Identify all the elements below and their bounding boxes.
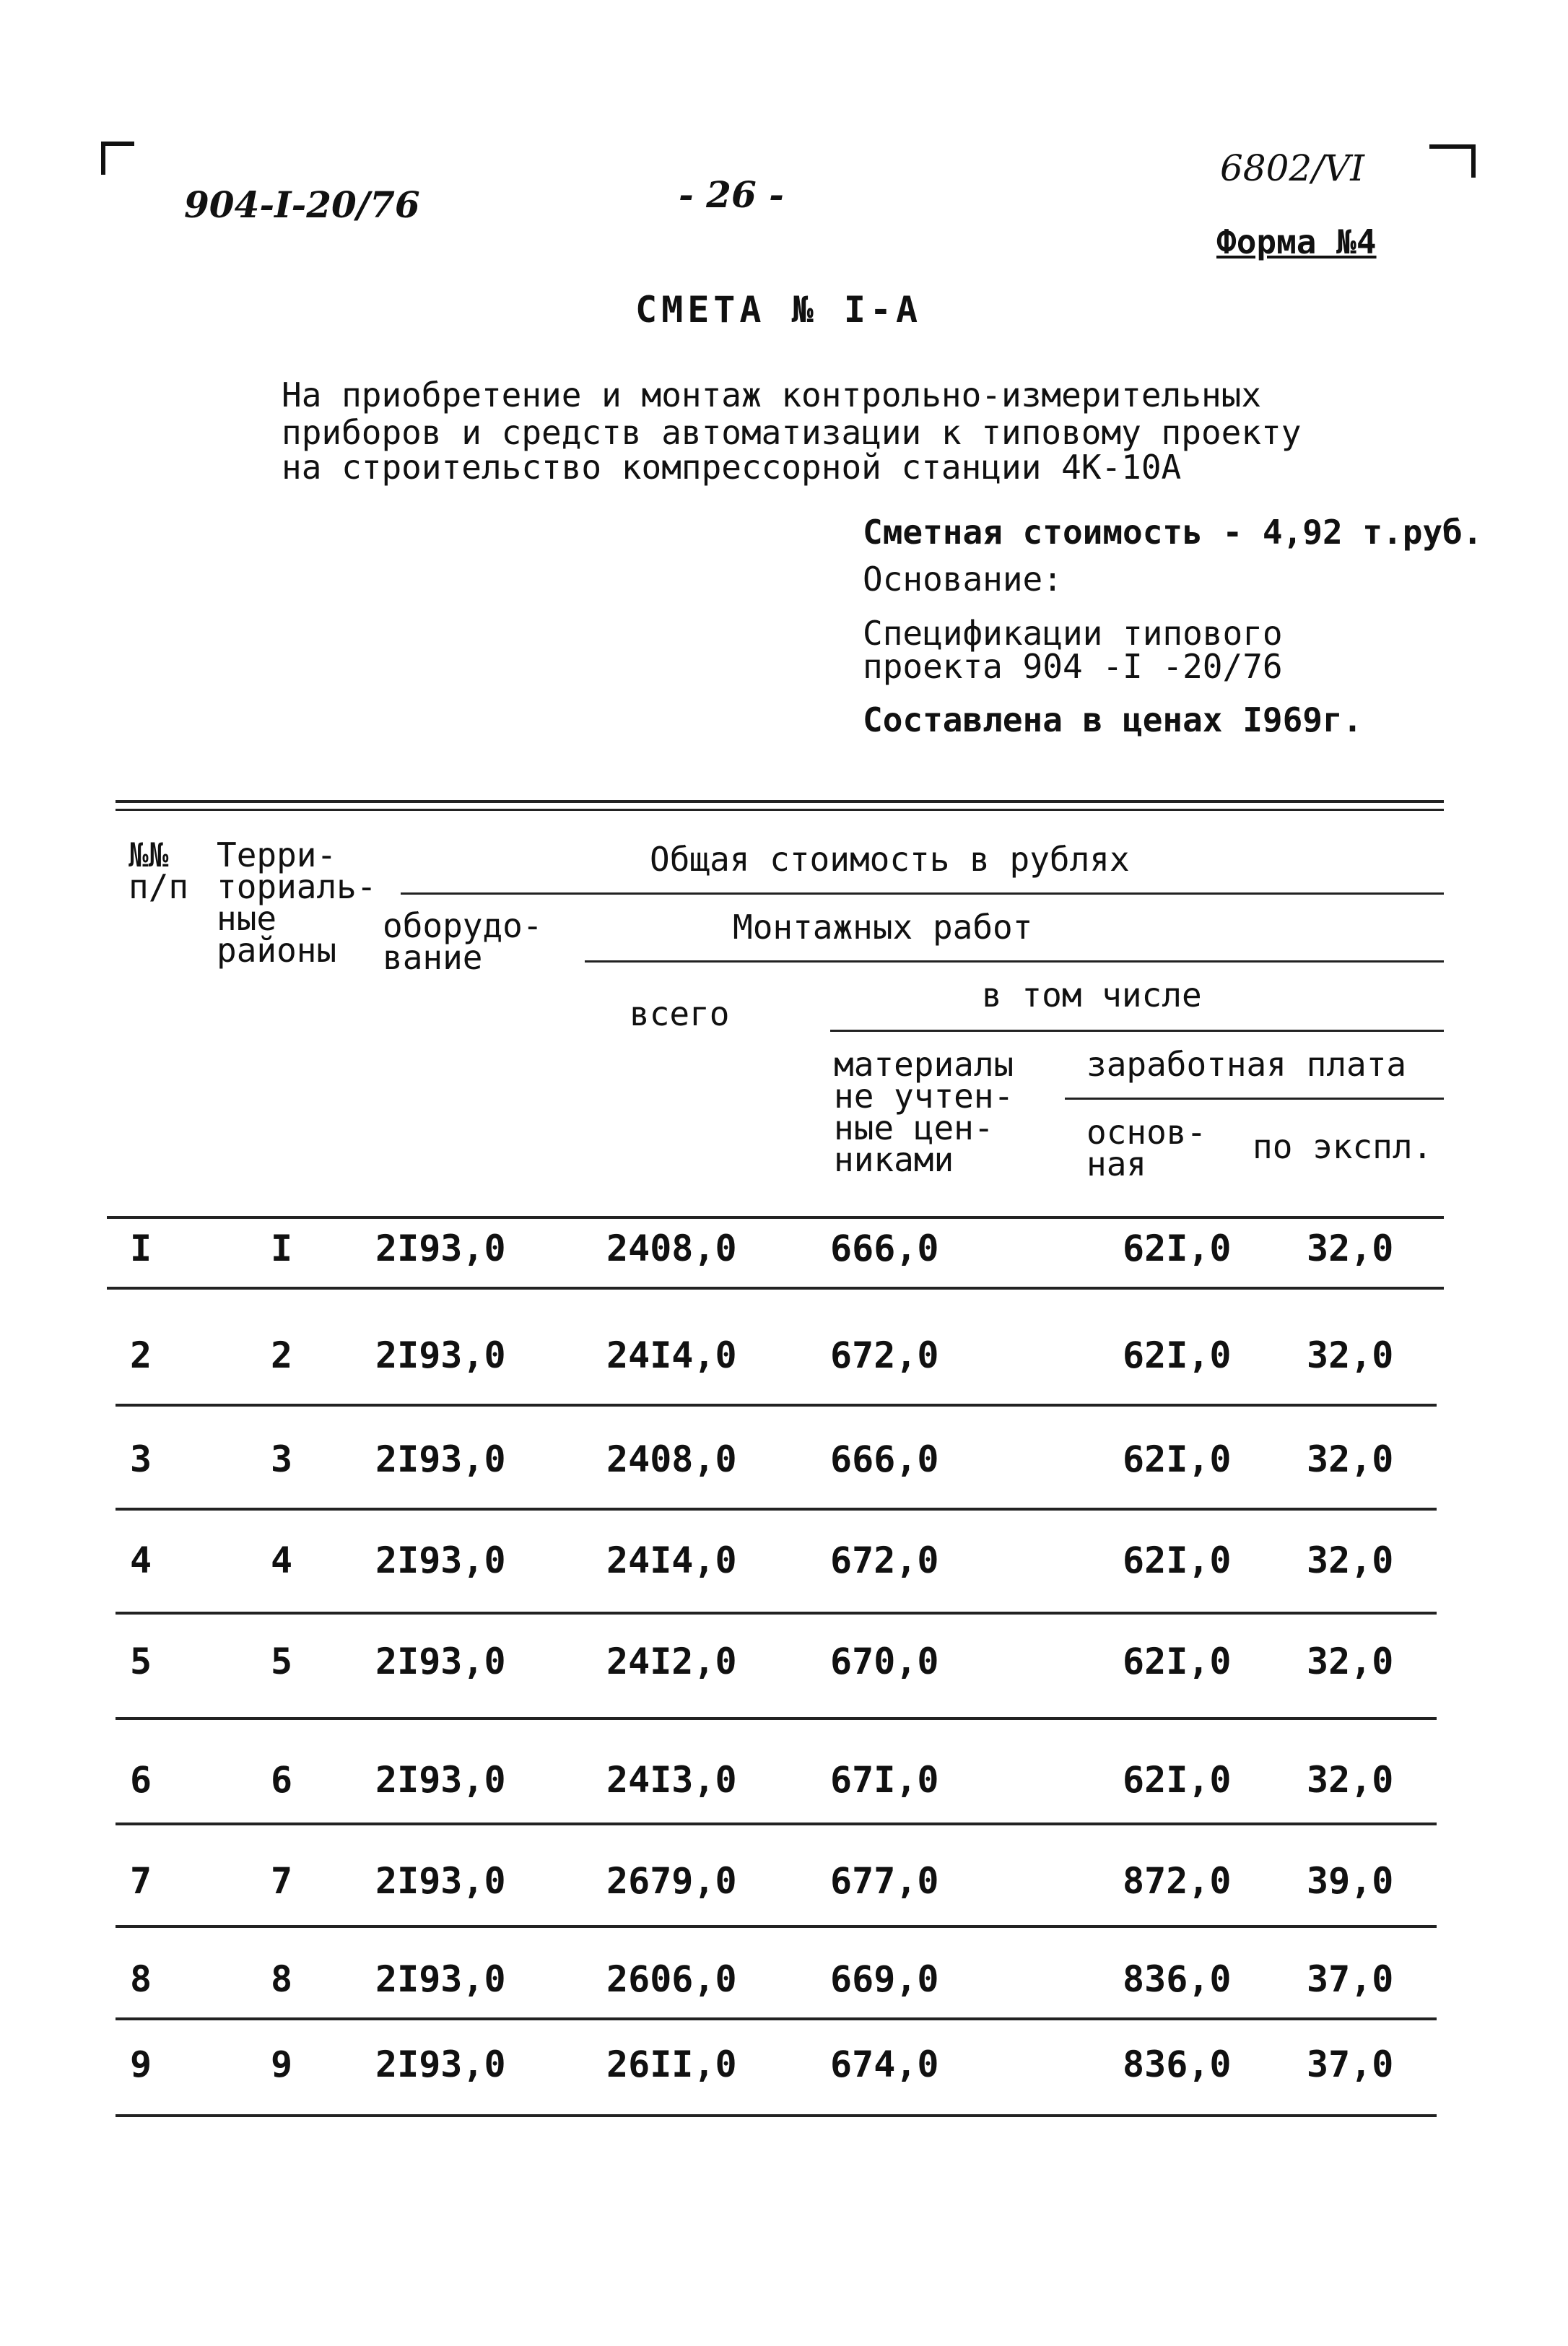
- header-rule-1: [401, 892, 1444, 895]
- row-total: 2679,0: [606, 1860, 737, 1902]
- row-divider: [116, 1508, 1437, 1511]
- row-equipment: 2I93,0: [375, 1958, 506, 2000]
- header-installation: Монтажных работ: [733, 908, 1033, 947]
- row-operation: 32,0: [1307, 1438, 1394, 1480]
- row-equipment: 2I93,0: [375, 1228, 506, 1269]
- estimated-cost: Сметная стоимость - 4,92 т.руб.: [863, 513, 1483, 552]
- row-operation: 32,0: [1307, 1334, 1394, 1376]
- row-basic: 62I,0: [1123, 1759, 1232, 1801]
- row-total: 24I4,0: [606, 1539, 737, 1581]
- row-basic: 836,0: [1123, 1958, 1232, 2000]
- row-total: 24I3,0: [606, 1759, 737, 1801]
- archive-code: 6802/VI: [1220, 147, 1364, 189]
- header-total: всего: [630, 994, 730, 1033]
- description-line-2: приборов и средств автоматизации к типовому проекту: [282, 413, 1302, 452]
- row-operation: 32,0: [1307, 1759, 1394, 1801]
- row-equipment: 2I93,0: [375, 2043, 506, 2085]
- row-region: 7: [271, 1860, 293, 1902]
- row-region: 6: [271, 1759, 293, 1801]
- row-materials: 672,0: [830, 1334, 939, 1376]
- doc-code: 904-I-20/76: [184, 183, 420, 226]
- header-wages: заработная плата: [1086, 1045, 1407, 1084]
- row-total: 26II,0: [606, 2043, 737, 2085]
- row-num: 8: [130, 1958, 152, 2000]
- corner-mark-top-right: [1429, 144, 1476, 178]
- row-divider: [116, 1823, 1437, 1825]
- row-total: 24I2,0: [606, 1641, 737, 1682]
- form-label: Форма №4: [1216, 222, 1377, 261]
- row-num: 4: [130, 1539, 152, 1581]
- header-total-cost: Общая стоимость в рублях: [650, 840, 1130, 879]
- header-rule-3: [830, 1030, 1444, 1032]
- header-operation: по экспл.: [1253, 1127, 1433, 1166]
- row-materials: 677,0: [830, 1860, 939, 1902]
- row-operation: 37,0: [1307, 2043, 1394, 2085]
- page-number: - 26 -: [679, 173, 784, 216]
- row-materials: 672,0: [830, 1539, 939, 1581]
- row-operation: 32,0: [1307, 1641, 1394, 1682]
- header-materials: материалы не учтен- ные цен- никами: [834, 1045, 1014, 1179]
- row-basic: 62I,0: [1123, 1334, 1232, 1376]
- row-basic: 836,0: [1123, 2043, 1232, 2085]
- row-equipment: 2I93,0: [375, 1539, 506, 1581]
- description-line-3: на строительство компрессорной станции 4К-10А: [282, 448, 1182, 487]
- table-bottom-rule: [116, 2114, 1437, 2117]
- row-region: 2: [271, 1334, 293, 1376]
- row-num: 3: [130, 1438, 152, 1480]
- row-region: 5: [271, 1641, 293, 1682]
- row-num: 9: [130, 2043, 152, 2085]
- row-num: 2: [130, 1334, 152, 1376]
- row-operation: 37,0: [1307, 1958, 1394, 2000]
- header-equipment: оборудо- вание: [383, 906, 543, 977]
- row-region: 4: [271, 1539, 293, 1581]
- header-including: в том числе: [982, 976, 1202, 1015]
- document-heading: СМЕТА № I-А: [635, 289, 923, 331]
- row-equipment: 2I93,0: [375, 1759, 506, 1801]
- row-num: 7: [130, 1860, 152, 1902]
- row-basic: 62I,0: [1123, 1641, 1232, 1682]
- row-materials: 674,0: [830, 2043, 939, 2085]
- row-equipment: 2I93,0: [375, 1438, 506, 1480]
- row-total: 2408,0: [606, 1438, 737, 1480]
- prices-year: Составлена в ценах I969г.: [863, 700, 1363, 739]
- row-region: I: [271, 1228, 293, 1269]
- row-divider: [116, 1925, 1437, 1928]
- row-total: 24I4,0: [606, 1334, 737, 1376]
- row-operation: 32,0: [1307, 1228, 1394, 1269]
- row-basic: 62I,0: [1123, 1228, 1232, 1269]
- row-num: 5: [130, 1641, 152, 1682]
- row-materials: 666,0: [830, 1438, 939, 1480]
- row-equipment: 2I93,0: [375, 1334, 506, 1376]
- row-divider: [116, 1612, 1437, 1615]
- row-divider: [116, 2017, 1437, 2020]
- row-equipment: 2I93,0: [375, 1641, 506, 1682]
- header-rule-4: [1065, 1098, 1444, 1100]
- basis-label: Основание:: [863, 560, 1063, 599]
- row-basic: 872,0: [1123, 1860, 1232, 1902]
- row-basic: 62I,0: [1123, 1539, 1232, 1581]
- row-materials: 669,0: [830, 1958, 939, 2000]
- row-num: I: [130, 1228, 152, 1269]
- row-basic: 62I,0: [1123, 1438, 1232, 1480]
- description-line-1: На приобретение и монтаж контрольно-измерительных: [282, 375, 1262, 414]
- row-region: 3: [271, 1438, 293, 1480]
- row-materials: 670,0: [830, 1641, 939, 1682]
- row-operation: 39,0: [1307, 1860, 1394, 1902]
- specification-line-1: Спецификации типового: [863, 614, 1283, 653]
- specification-line-2: проекта 904 -I -20/76: [863, 647, 1283, 686]
- row-divider: [107, 1287, 1444, 1290]
- row-region: 8: [271, 1958, 293, 2000]
- header-bottom-rule: [107, 1216, 1444, 1219]
- table-top-rule: [116, 800, 1444, 811]
- row-divider: [116, 1717, 1437, 1720]
- row-total: 2408,0: [606, 1228, 737, 1269]
- row-materials: 67I,0: [830, 1759, 939, 1801]
- row-divider: [116, 1404, 1437, 1407]
- row-materials: 666,0: [830, 1228, 939, 1269]
- header-region: Терри- ториаль- ные районы: [217, 835, 377, 970]
- header-rule-2: [585, 960, 1444, 963]
- corner-mark-top-left: [101, 142, 134, 175]
- row-region: 9: [271, 2043, 293, 2085]
- row-operation: 32,0: [1307, 1539, 1394, 1581]
- row-total: 2606,0: [606, 1958, 737, 2000]
- header-num: №№ п/п: [129, 835, 189, 906]
- header-basic: основ- ная: [1086, 1113, 1207, 1183]
- row-equipment: 2I93,0: [375, 1860, 506, 1902]
- row-num: 6: [130, 1759, 152, 1801]
